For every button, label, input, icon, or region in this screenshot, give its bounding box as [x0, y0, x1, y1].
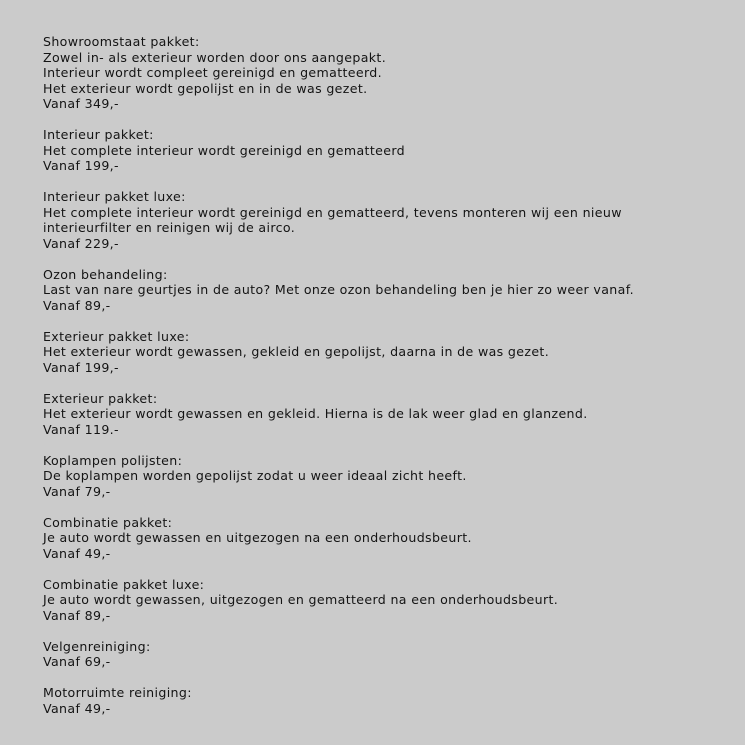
service-item: [43, 34, 723, 112]
service-list: [43, 34, 723, 716]
service-title: Interieur pakket luxe:: [43, 189, 186, 204]
service-description: Interieur wordt compleet gereinigd en gematteerd.: [43, 65, 382, 80]
service-description: Het exterieur wordt gepolijst en in de was gezet.: [43, 80, 368, 96]
service-description: interieurfilter en reinigen wij de airco.: [43, 220, 296, 235]
service-description: Zowel in- als exterieur worden door ons aangepakt.: [43, 49, 387, 65]
service-description: Het complete interieur wordt gereinigd en gematteerd: [43, 142, 405, 158]
service-price: Vanaf 79,-: [43, 483, 111, 499]
service-title: Ozon behandeling:: [43, 266, 168, 282]
service-price: Vanaf 349,-: [43, 96, 119, 111]
service-title: Interieur pakket:: [43, 127, 154, 142]
service-item: [43, 515, 723, 562]
service-item: [43, 189, 723, 251]
service-price: Vanaf 49,-: [43, 545, 111, 561]
service-description: Het exterieur wordt gewassen, gekleid en gepolijst, daarna in de was gezet.: [43, 344, 550, 359]
service-price: Vanaf 89,-: [43, 607, 111, 623]
service-price: Vanaf 69,-: [43, 654, 111, 669]
service-item: [43, 127, 723, 174]
service-title: Combinatie pakket:: [43, 514, 173, 530]
service-item: [43, 639, 723, 670]
service-title: Combinatie pakket luxe:: [43, 576, 205, 592]
service-title: Exterieur pakket luxe:: [43, 328, 190, 344]
service-description: Je auto wordt gewassen, uitgezogen en gematteerd na een onderhoudsbeurt.: [43, 592, 559, 607]
service-title: Velgenreiniging:: [43, 638, 151, 654]
service-title: Exterieur pakket:: [43, 390, 158, 406]
service-description: Het complete interieur wordt gereinigd en gematteerd, tevens monteren wij een nieuw: [43, 204, 622, 220]
service-price: Vanaf 49,-: [43, 700, 111, 716]
service-description: Last van nare geurtjes in de auto? Met onze ozon behandeling ben je hier zo weer vanaf.: [43, 282, 634, 297]
service-description: Je auto wordt gewassen en uitgezogen na een onderhoudsbeurt.: [43, 530, 472, 545]
service-price: Vanaf 89,-: [43, 297, 111, 313]
service-description: De koplampen worden gepolijst zodat u weer ideaal zicht heeft.: [43, 468, 467, 483]
service-item: [43, 329, 723, 376]
service-price: Vanaf 229,-: [43, 235, 119, 251]
service-title: Koplampen polijsten:: [43, 452, 183, 468]
service-title: Showroomstaat pakket:: [43, 34, 200, 49]
service-price: Vanaf 199,-: [43, 359, 119, 375]
service-price: Vanaf 119.-: [43, 421, 119, 437]
service-description: Het exterieur wordt gewassen en gekleid. Hierna is de lak weer glad en glanzend.: [43, 406, 588, 421]
service-item: [43, 453, 723, 500]
service-item: [43, 391, 723, 438]
service-item: [43, 685, 723, 716]
service-item: [43, 577, 723, 624]
service-price: Vanaf 199,-: [43, 158, 119, 173]
service-title: Motorruimte reiniging:: [43, 685, 192, 700]
service-item: [43, 267, 723, 314]
